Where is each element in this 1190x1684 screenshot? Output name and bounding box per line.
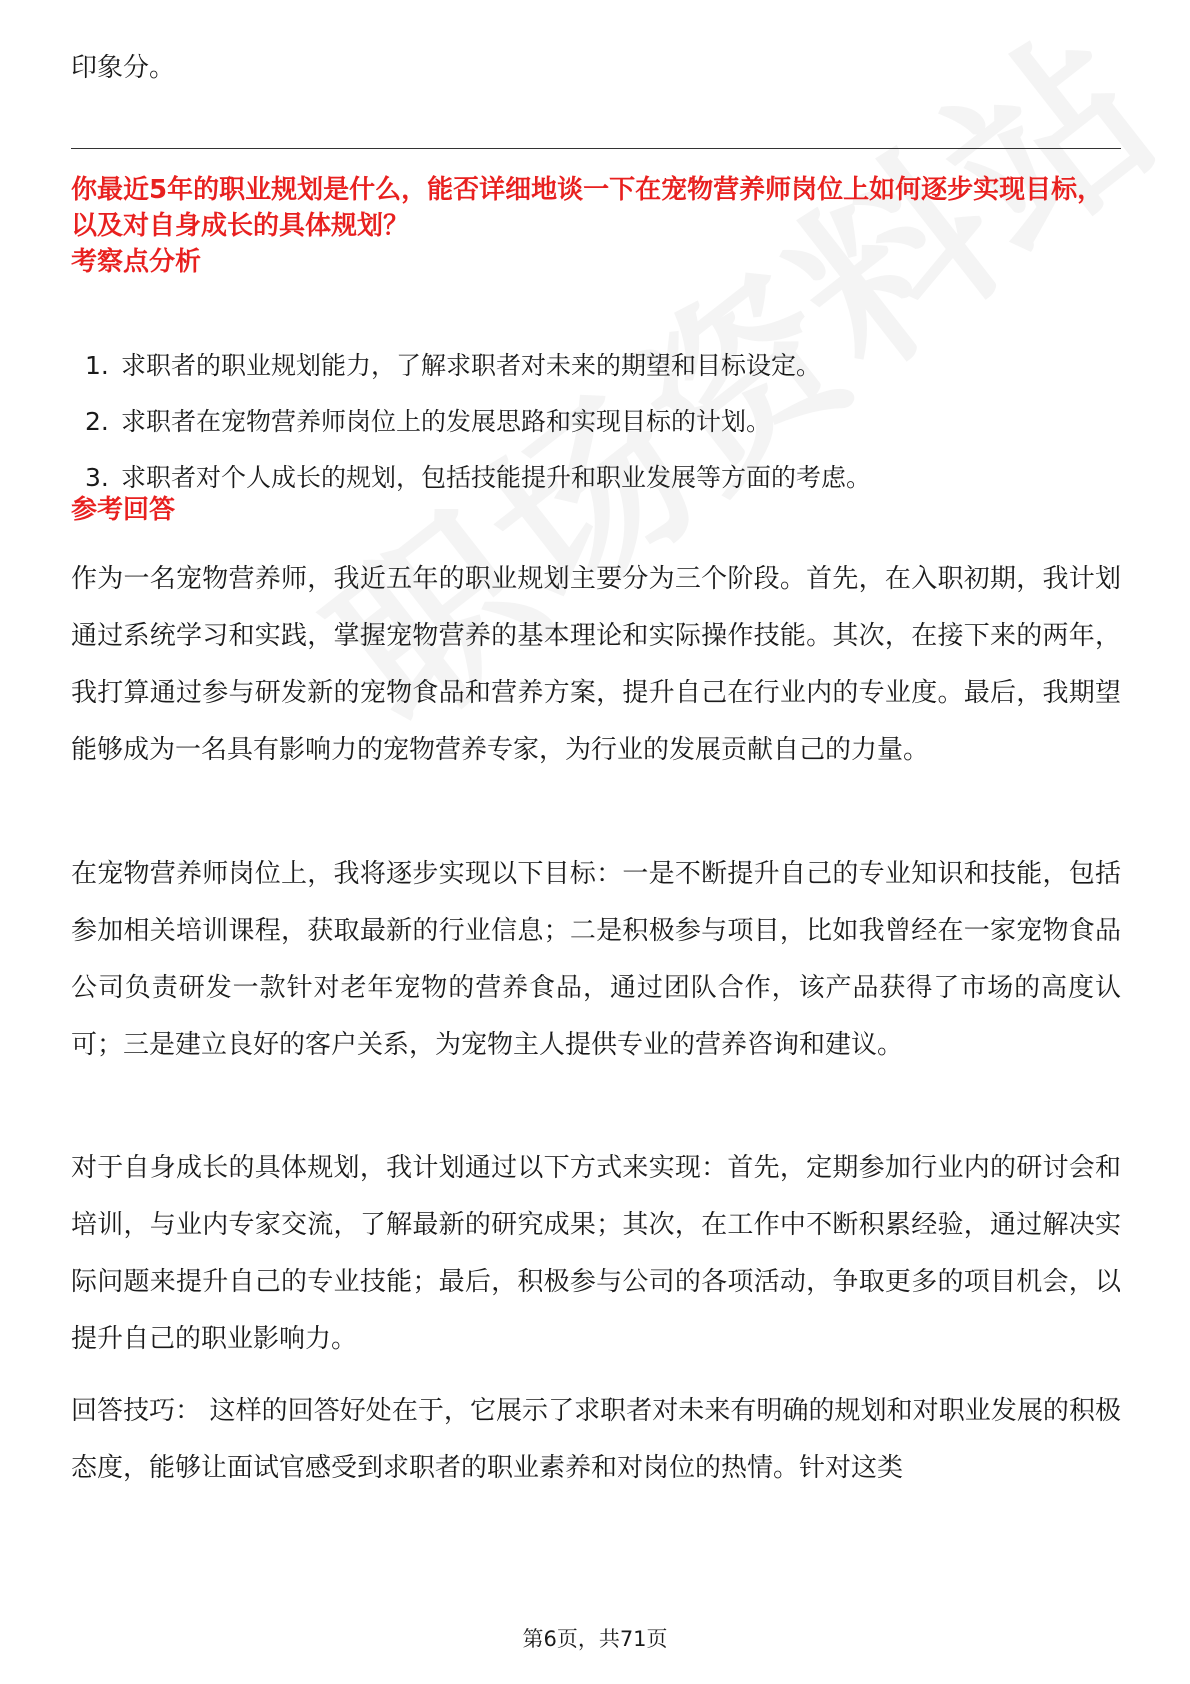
analysis-item-number: 1.	[85, 351, 109, 380]
analysis-item-text: 求职者在宠物营养师岗位上的发展思路和实现目标的计划。	[121, 407, 772, 436]
analysis-item-text: 求职者对个人成长的规划，包括技能提升和职业发展等方面的考虑。	[121, 463, 872, 492]
analysis-item	[85, 394, 1125, 450]
answer-heading: 参考回答	[71, 495, 176, 525]
analysis-heading: 考察点分析	[71, 247, 202, 277]
analysis-item-number: 2.	[85, 407, 109, 436]
page-number: 第6页，共71页	[522, 1627, 668, 1651]
analysis-item-number: 3.	[85, 463, 109, 492]
analysis-item	[85, 338, 1125, 394]
answer-paragraph: 对于自身成长的具体规划，我计划通过以下方式来实现：首先，定期参加行业内的研讨会和培训，与业内专家交流，了解最新的研究成果；其次，在工作中不断积累经验，通过解决实际问题来提升自己的专业技能；最后，积极参与公司的各项活动，争取更多的项目机会，以提升自己的职业影响力。	[71, 1153, 1121, 1354]
interview-question: 你最近5年的职业规划是什么，能否详细地谈一下在宠物营养师岗位上如何逐步实现目标，以及对自身成长的具体规划？	[71, 175, 1104, 241]
answer-paragraph: 在宠物营养师岗位上，我将逐步实现以下目标：一是不断提升自己的专业知识和技能，包括参加相关培训课程，获取最新的行业信息；二是积极参与项目，比如我曾经在一家宠物食品公司负责研发一款针对老年宠物的营养食品，通过团队合作，该产品获得了市场的高度认可；三是建立良好的客户关系，为宠物主人提供专业的营养咨询和建议。	[71, 859, 1121, 1060]
section-divider	[71, 148, 1121, 149]
analysis-item-text: 求职者的职业规划能力，了解求职者对未来的期望和目标设定。	[121, 351, 822, 380]
analysis-list	[85, 338, 1125, 506]
answer-tips-paragraph: 回答技巧： 这样的回答好处在于，它展示了求职者对未来有明确的规划和对职业发展的积极态度，能够让面试官感受到求职者的职业素养和对岗位的热情。针对这类	[71, 1396, 1121, 1483]
answer-paragraph: 作为一名宠物营养师，我近五年的职业规划主要分为三个阶段。首先，在入职初期，我计划通过系统学习和实践，掌握宠物营养的基本理论和实际操作技能。其次，在接下来的两年，我打算通过参与研发新的宠物食品和营养方案，提升自己在行业内的专业度。最后，我期望能够成为一名具有影响力的宠物营养专家，为行业的发展贡献自己的力量。	[71, 564, 1121, 765]
analysis-item	[85, 450, 1125, 506]
continued-text: 印象分。	[71, 53, 176, 83]
